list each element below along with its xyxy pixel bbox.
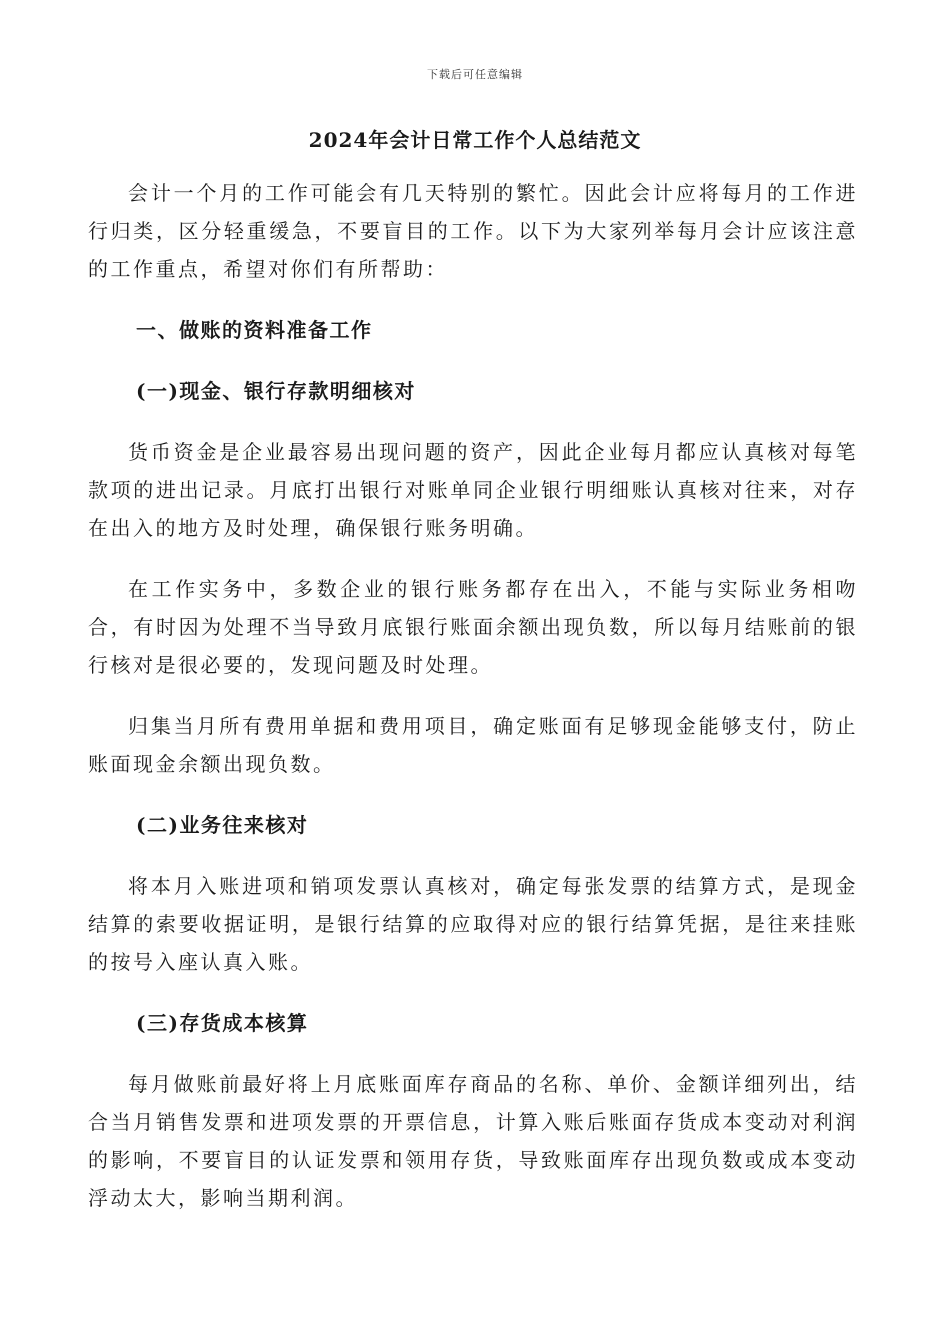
paragraph: 归集当月所有费用单据和费用项目，确定账面有足够现金能够支付，防止账面现金余额出现负数。 — [88, 714, 858, 776]
paragraph: 将本月入账进项和销项发票认真核对，确定每张发票的结算方式，是现金结算的索要收据证明，是银行结算的应取得对应的银行结算凭据，是往来挂账的按号入座认真入账。 — [88, 874, 858, 974]
document-body — [88, 174, 858, 1240]
subsection-heading: (一)现金、银行存款明细核对 — [136, 379, 416, 403]
subsection-heading: (三)存货成本核算 — [136, 1011, 309, 1035]
section-heading: 一、做账的资料准备工作 — [136, 318, 373, 342]
subsection-heading: (二)业务往来核对 — [136, 813, 309, 837]
paragraph: 货币资金是企业最容易出现问题的资产，因此企业每月都应认真核对每笔款项的进出记录。月底打出银行对账单同企业银行明细账认真核对往来，对存在出入的地方及时处理，确保银行账务明确。 — [88, 440, 858, 540]
intro-paragraph: 会计一个月的工作可能会有几天特别的繁忙。因此会计应将每月的工作进行归类，区分轻重缓急，不要盲目的工作。以下为大家列举每月会计应该注意的工作重点，希望对你们有所帮助： — [88, 181, 858, 281]
paragraph: 每月做账前最好将上月底账面库存商品的名称、单价、金额详细列出，结合当月销售发票和进项发票的开票信息，计算入账后账面存货成本变动对利润的影响，不要盲目的认证发票和领用存货，导致账面库存出现负数或成本变动浮动太大，影响当期利润。 — [88, 1072, 858, 1210]
paragraph: 在工作实务中，多数企业的银行账务都存在出入，不能与实际业务相吻合，有时因为处理不当导致月底银行账面余额出现负数，所以每月结账前的银行核对是很必要的，发现问题及时处理。 — [88, 577, 858, 677]
document-title: 2024年会计日常工作个人总结范文 — [308, 128, 642, 152]
header-note: 下载后可任意编辑 — [427, 68, 523, 81]
